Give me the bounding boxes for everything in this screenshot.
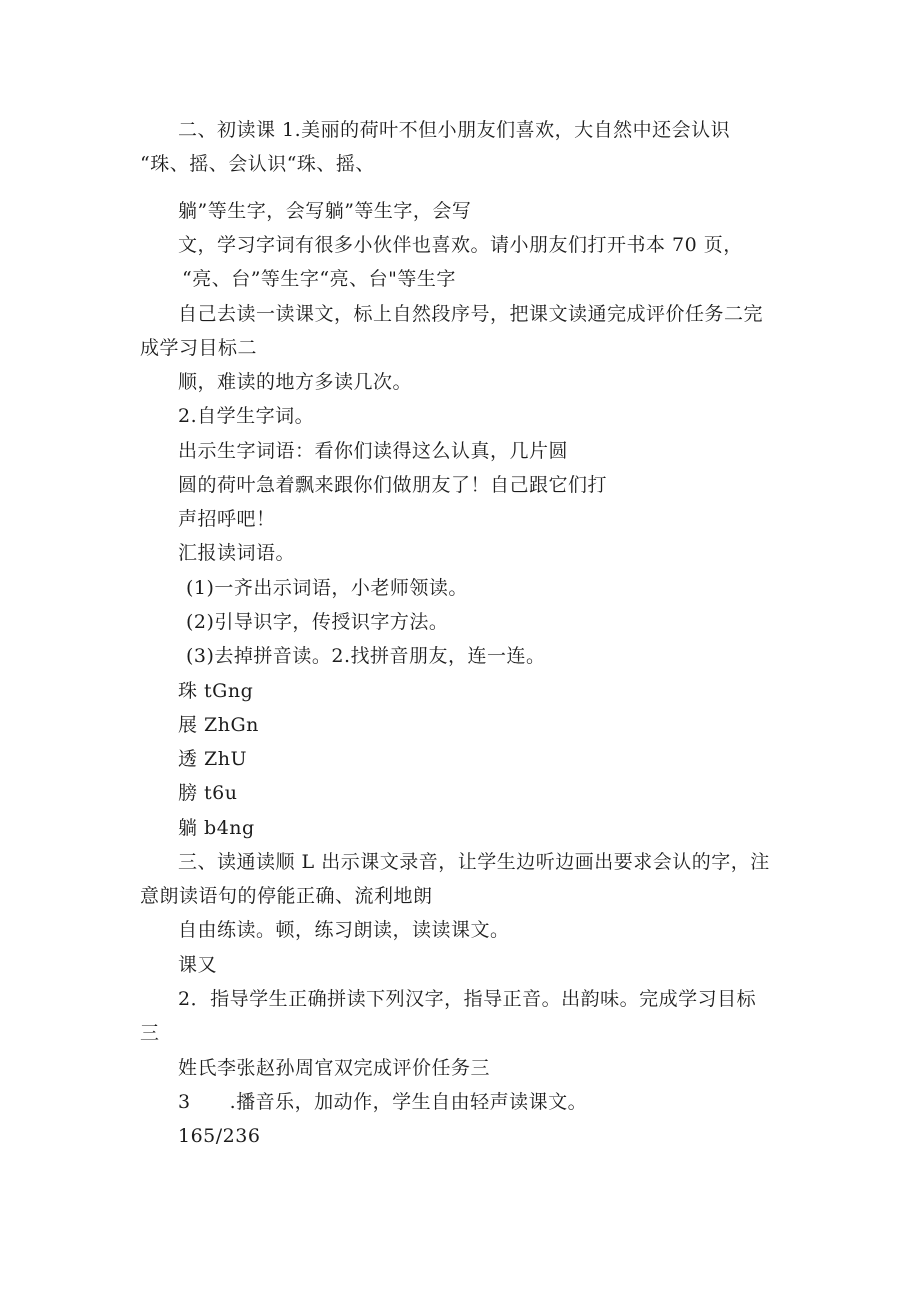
- text-line: 出示生字词语：看你们读得这么认真，几片圆: [178, 440, 569, 462]
- text-line: 展 ZhGn: [178, 714, 259, 736]
- text-line: “珠、摇、会认识“珠、摇、: [140, 153, 375, 175]
- text-line: 2.自学生字词。: [178, 405, 315, 427]
- text-line: 顺，难读的地方多读几次。: [178, 371, 413, 393]
- text-line: 透 ZhU: [178, 748, 247, 770]
- text-line: “亮、台”等生字“亮、台"等生字: [182, 268, 456, 290]
- text-line: 三: [140, 1022, 160, 1044]
- text-line: 声招呼吧！: [178, 508, 276, 530]
- text-line: 躺”等生字，会写躺”等生字，会写: [178, 200, 472, 222]
- text-line: 意朗读语句的停能正确、流利地朗: [140, 885, 433, 907]
- text-line: 文，学习字词有很多小伙伴也喜欢。请小朋友们打开书本 70 页，: [178, 234, 743, 256]
- text-line: 课又: [178, 954, 218, 976]
- page-number: 165/236: [178, 1125, 261, 1147]
- text-line: (1)一齐出示词语，小老师领读。: [186, 577, 468, 599]
- text-line: 自由练读。顿，练习朗读，读读课文。: [178, 919, 510, 941]
- text-line: 3 .播音乐，加动作，学生自由轻声读课文。: [178, 1091, 588, 1113]
- text-line: 汇报读词语。: [178, 542, 296, 564]
- text-line: 躺 b4ng: [178, 817, 255, 839]
- text-line: (2)引导识字，传授识字方法。: [186, 611, 449, 633]
- text-line: 成学习目标二: [140, 337, 258, 359]
- text-line: 姓氏李张赵孙周官双完成评价任务三: [178, 1057, 491, 1079]
- text-line: 三、读通读顺 L 出示课文录音，让学生边听边画出要求会认的字，注: [178, 851, 770, 873]
- text-line: 珠 tGng: [178, 680, 254, 702]
- text-line: 自己去读一读课文，标上自然段序号，把课文读通完成评价任务二完: [178, 303, 764, 325]
- text-line: (3)去掉拼音读。2.找拼音朋友，连一连。: [186, 645, 546, 667]
- text-line: 膀 t6u: [178, 782, 238, 804]
- text-line: 圆的荷叶急着飘来跟你们做朋友了！自己跟它们打: [178, 474, 608, 496]
- text-line: 二、初读课 1.美丽的荷叶不但小朋友们喜欢，大自然中还会认识: [178, 119, 731, 141]
- text-line: 2．指导学生正确拼读下列汉字，指导正音。出韵味。完成学习目标: [178, 988, 757, 1010]
